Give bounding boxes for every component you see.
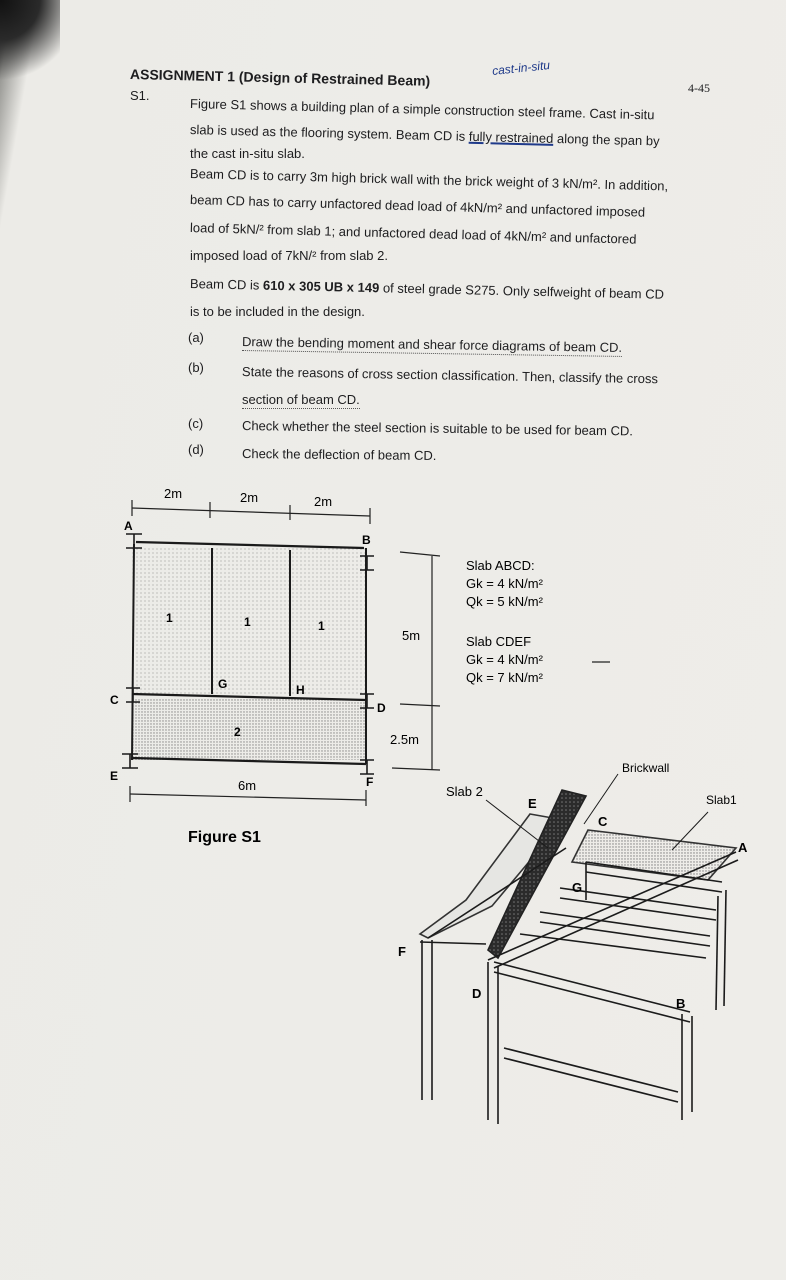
slab-label-2: 2 — [234, 725, 241, 739]
para1-line1: Figure S1 shows a building plan of a simple construction steel frame. Cast in-situ — [189, 96, 655, 123]
right-dim-2-5m: 2.5m — [390, 732, 419, 747]
para1-line2-a: slab is used as the flooring system. Beam CD is — [189, 122, 470, 144]
top-dim-3: 2m — [314, 494, 333, 509]
para3-line2: is to be included in the design. — [190, 304, 365, 319]
iso-node-e: E — [528, 796, 537, 811]
para2-line1: Beam CD is to carry 3m high brick wall with the brick weight of 3 kN/m². In addition, — [189, 166, 669, 194]
figure-caption: Figure S1 — [188, 829, 261, 846]
item-a-label: (a) — [188, 330, 204, 345]
item-b-text2: section of beam CD. — [242, 392, 360, 407]
iso-node-c: C — [598, 814, 608, 829]
slab-label-1a: 1 — [166, 611, 173, 625]
item-a-text: Draw the bending moment and shear force diagrams of beam CD. — [241, 334, 623, 355]
node-f: F — [366, 775, 374, 789]
page-number: 4-45 — [688, 81, 710, 95]
iso-node-d: D — [472, 986, 482, 1001]
isometric-frame — [420, 774, 738, 1124]
item-d-label: (d) — [188, 442, 204, 457]
item-c-text: Check whether the steel section is suitable to be used for beam CD. — [241, 418, 634, 439]
node-a: A — [124, 519, 133, 533]
node-e: E — [110, 769, 119, 783]
iso-node-b: B — [676, 996, 686, 1011]
para2-line2: beam CD has to carry unfactored dead load of 4kN/m² and unfactored imposed — [189, 192, 646, 220]
iso-slab1-label: Slab1 — [706, 793, 737, 807]
node-g: G — [218, 677, 228, 691]
item-b-label: (b) — [188, 360, 204, 375]
right-dim-5m: 5m — [402, 628, 421, 643]
slab-abcd-qk: Qk = 5 kN/m² — [466, 594, 543, 609]
assignment-title: ASSIGNMENT 1 (Design of Restrained Beam) — [129, 66, 431, 89]
slab-label-1c: 1 — [318, 619, 325, 633]
question-number: S1. — [130, 88, 150, 103]
slab-abcd-title: Slab ABCD: — [466, 558, 535, 573]
slab-cdef-gk: Gk = 4 kN/m² — [466, 652, 543, 667]
item-c-label: (c) — [188, 416, 204, 431]
slab-cdef-qk: Qk = 7 kN/m² — [466, 670, 543, 685]
beam-section: 610 x 305 UB x 149 — [262, 277, 380, 296]
iso-slab2-label: Slab 2 — [446, 784, 483, 799]
iso-node-a: A — [738, 840, 748, 855]
para3-line1-a: Beam CD is — [189, 276, 264, 293]
para1-line3: the cast in-situ slab. — [190, 146, 305, 161]
iso-node-g: G — [572, 880, 583, 895]
slab-cdef-title: Slab CDEF — [466, 634, 532, 649]
iso-node-f: F — [398, 944, 406, 959]
para2-line3: load of 5kN/² from slab 1; and unfactored dead load of 4kN/m² and unfactored — [189, 220, 637, 247]
item-d-text: Check the deflection of beam CD. — [241, 446, 437, 464]
top-dim-1: 2m — [164, 486, 183, 501]
slab-label-1b: 1 — [244, 615, 251, 629]
node-h: H — [296, 683, 305, 697]
margin-note: cast-in-situ — [491, 58, 551, 78]
item-b-text: State the reasons of cross section classification. Then, classify the cross — [241, 364, 659, 387]
fully-restrained-underlined: fully restrained — [468, 128, 554, 146]
slab-abcd-gk: Gk = 4 kN/m² — [466, 576, 543, 591]
para1-line2-c: along the span by — [553, 130, 660, 149]
iso-brickwall-label: Brickwall — [622, 761, 670, 775]
node-c: C — [110, 693, 119, 707]
para3-line1-c: of steel grade S275. Only selfweight of beam CD — [379, 280, 665, 302]
para2-line4: imposed load of 7kN/² from slab 2. — [190, 248, 388, 263]
bottom-dim: 6m — [238, 778, 257, 793]
node-d: D — [377, 701, 386, 715]
node-b: B — [362, 533, 371, 547]
top-dim-2: 2m — [240, 490, 259, 505]
slab-2-area — [132, 698, 366, 760]
